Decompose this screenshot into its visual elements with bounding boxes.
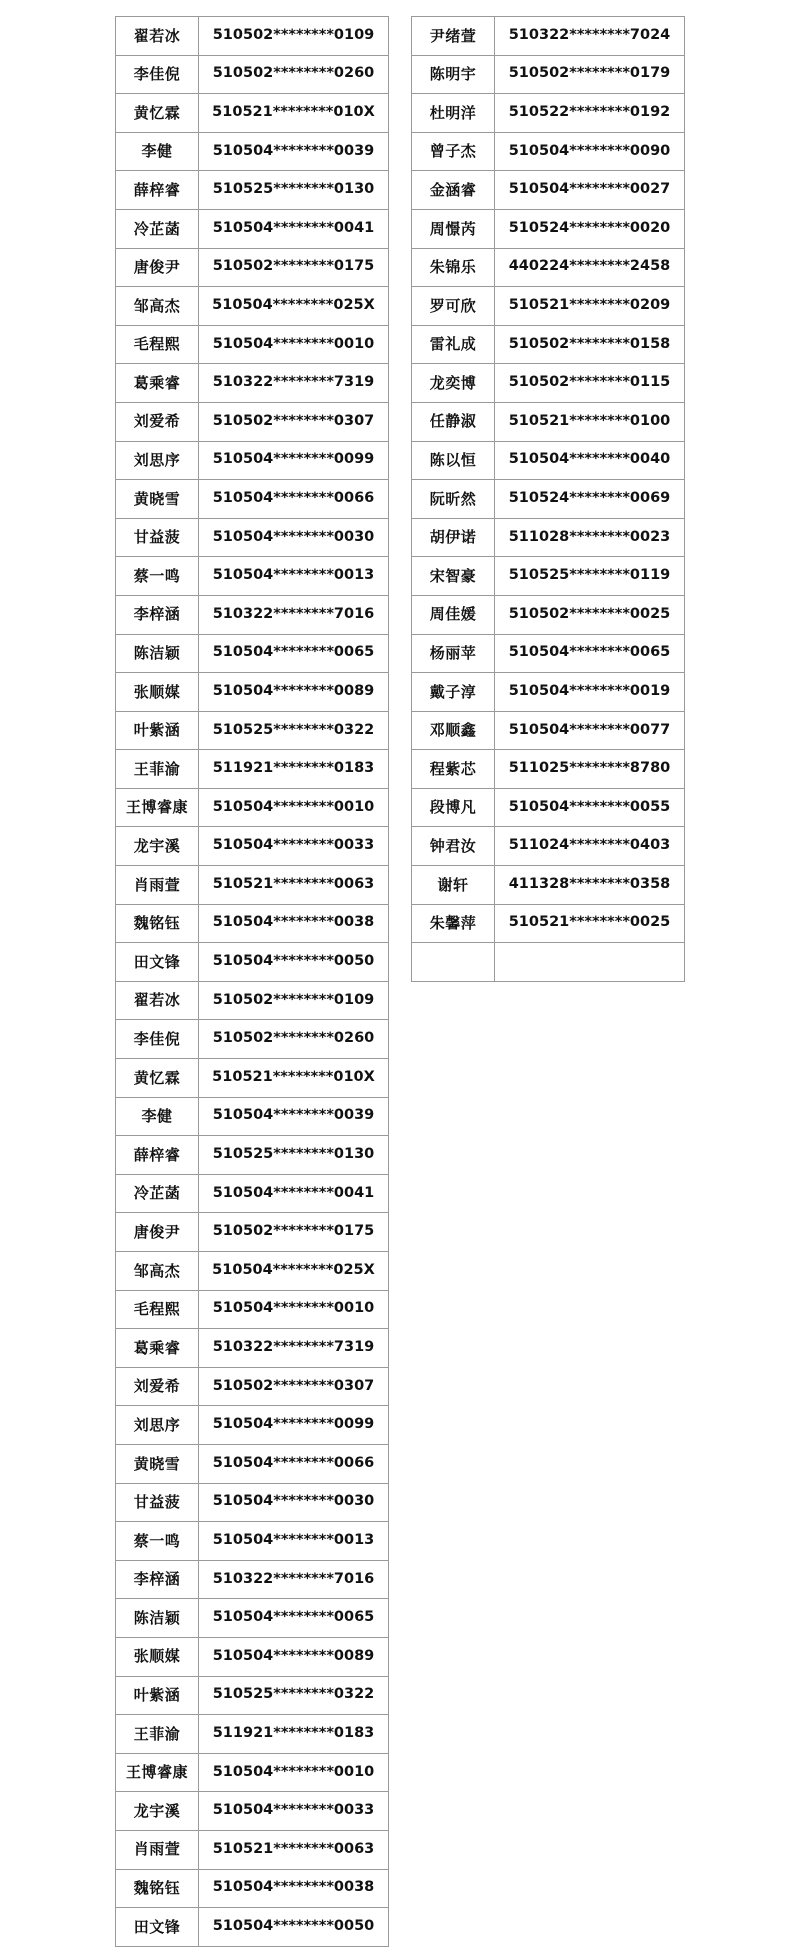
- id-number-cell: 511024********0403: [495, 827, 685, 866]
- id-number-cell: 510504********0033: [199, 827, 389, 866]
- person-name-cell: 曾子杰: [412, 132, 495, 171]
- id-number-cell: 510502********0260: [199, 1020, 389, 1059]
- table-row: [116, 325, 389, 364]
- table-row: [412, 171, 685, 210]
- table-row: [116, 441, 389, 480]
- person-name-cell: 肖雨萱: [116, 1830, 199, 1869]
- person-name-cell: 黄晓雪: [116, 1444, 199, 1483]
- person-name-cell: 田文锋: [116, 943, 199, 982]
- tables-container: [115, 16, 685, 1947]
- id-number-cell: 510322********7024: [495, 17, 685, 56]
- table-row: [116, 1252, 389, 1291]
- person-name-cell: 邹高杰: [116, 287, 199, 326]
- table-row: [412, 248, 685, 287]
- person-name-cell: 刘爱希: [116, 1367, 199, 1406]
- table-row: [116, 1560, 389, 1599]
- id-number-cell: 510504********0065: [495, 634, 685, 673]
- person-name-cell: 肖雨萱: [116, 866, 199, 905]
- table-row: [116, 943, 389, 982]
- id-number-cell: 510504********0027: [495, 171, 685, 210]
- table-row: [116, 1020, 389, 1059]
- table-row: [116, 1097, 389, 1136]
- id-number-cell: 510525********0130: [199, 1136, 389, 1175]
- id-number-cell: 510322********7319: [199, 1329, 389, 1368]
- id-number-cell: 510504********0066: [199, 1444, 389, 1483]
- id-number-cell: 510504********0099: [199, 441, 389, 480]
- id-number-cell: 510524********0069: [495, 480, 685, 519]
- id-number-cell: 510504********0089: [199, 1637, 389, 1676]
- table-row: [116, 904, 389, 943]
- person-name-cell: 毛程熙: [116, 325, 199, 364]
- id-number-cell: 510504********025X: [199, 1252, 389, 1291]
- person-name-cell: 刘思序: [116, 441, 199, 480]
- person-name-cell: 胡伊诺: [412, 518, 495, 557]
- table-row: [412, 866, 685, 905]
- table-row: [116, 1676, 389, 1715]
- id-number-cell: 510504********0099: [199, 1406, 389, 1445]
- id-number-cell: 510504********0041: [199, 209, 389, 248]
- person-name-cell: 李健: [116, 1097, 199, 1136]
- person-name-cell: 黄晓雪: [116, 480, 199, 519]
- id-number-cell: 510504********0039: [199, 1097, 389, 1136]
- id-number-cell: 510504********0050: [199, 943, 389, 982]
- id-number-cell: 510504********0055: [495, 788, 685, 827]
- id-number-cell: 510504********0033: [199, 1792, 389, 1831]
- id-number-cell: 510504********0041: [199, 1174, 389, 1213]
- id-number-cell: 510502********0179: [495, 55, 685, 94]
- id-number-cell: 510521********010X: [199, 1059, 389, 1098]
- id-number-cell: 510521********010X: [199, 94, 389, 133]
- table-row: [116, 480, 389, 519]
- id-number-cell: 510502********0025: [495, 595, 685, 634]
- roster-table-left-body: [116, 17, 389, 982]
- table-row: [116, 1792, 389, 1831]
- id-number-cell: 510504********0066: [199, 480, 389, 519]
- table-row: [116, 1753, 389, 1792]
- table-row: [116, 673, 389, 712]
- person-name-cell: 周佳媛: [412, 595, 495, 634]
- table-row: [412, 595, 685, 634]
- id-number-cell: 510504********0013: [199, 1522, 389, 1561]
- person-name-cell: 王菲渝: [116, 1715, 199, 1754]
- id-number-cell: 510504********0065: [199, 634, 389, 673]
- person-name-cell: 陈洁颖: [116, 634, 199, 673]
- person-name-cell: 宋智豪: [412, 557, 495, 596]
- person-name-cell: 李健: [116, 132, 199, 171]
- table-row: [412, 943, 685, 982]
- id-number-cell: 510504********0010: [199, 325, 389, 364]
- id-number-cell: 510502********0175: [199, 248, 389, 287]
- person-name-cell: 张顺媒: [116, 1637, 199, 1676]
- table-row: [412, 711, 685, 750]
- person-name-cell: 邓顺鑫: [412, 711, 495, 750]
- person-name-cell: 陈洁颖: [116, 1599, 199, 1638]
- id-number-cell: 510504********0089: [199, 673, 389, 712]
- id-number-cell: 511921********0183: [199, 750, 389, 789]
- id-number-cell: 510504********0050: [199, 1908, 389, 1947]
- person-name-cell: 杨丽苹: [412, 634, 495, 673]
- table-row: [412, 904, 685, 943]
- table-row: [412, 673, 685, 712]
- person-name-cell: 刘思序: [116, 1406, 199, 1445]
- person-name-cell: 薛梓睿: [116, 171, 199, 210]
- person-name-cell: 翟若冰: [116, 17, 199, 56]
- table-row: [116, 364, 389, 403]
- id-number-cell: 510524********0020: [495, 209, 685, 248]
- person-name-cell: 甘益菠: [116, 518, 199, 557]
- table-row: [412, 557, 685, 596]
- table-row: [116, 1367, 389, 1406]
- id-number-cell: 510502********0109: [199, 981, 389, 1020]
- table-row: [116, 17, 389, 56]
- id-number-cell: 510504********0010: [199, 1753, 389, 1792]
- person-name-cell: 葛乘睿: [116, 1329, 199, 1368]
- person-name-cell: 田文锋: [116, 1908, 199, 1947]
- table-row: [412, 441, 685, 480]
- table-row: [116, 518, 389, 557]
- person-name-cell: 李佳倪: [116, 55, 199, 94]
- person-name-cell: 蔡一鸣: [116, 1522, 199, 1561]
- person-name-cell: 王博睿康: [116, 1753, 199, 1792]
- id-number-cell: 510525********0322: [199, 1676, 389, 1715]
- table-row: [116, 1406, 389, 1445]
- id-number-cell: 510504********0039: [199, 132, 389, 171]
- table-row: [116, 1290, 389, 1329]
- id-number-cell: 510504********0013: [199, 557, 389, 596]
- table-row: [116, 1522, 389, 1561]
- id-number-cell: 510522********0192: [495, 94, 685, 133]
- person-name-cell: 叶紫涵: [116, 1676, 199, 1715]
- person-name-cell: 葛乘睿: [116, 364, 199, 403]
- table-row: [116, 634, 389, 673]
- person-name-cell: 唐俊尹: [116, 1213, 199, 1252]
- table-row: [116, 750, 389, 789]
- person-name-cell: 谢轩: [412, 866, 495, 905]
- person-name-cell: 戴子淳: [412, 673, 495, 712]
- person-name-cell: [412, 943, 495, 982]
- table-row: [412, 750, 685, 789]
- id-number-cell: 510504********0040: [495, 441, 685, 480]
- roster-table-right-body: [412, 17, 685, 982]
- person-name-cell: 甘益菠: [116, 1483, 199, 1522]
- person-name-cell: 龙奕博: [412, 364, 495, 403]
- person-name-cell: 段博凡: [412, 788, 495, 827]
- table-row: [412, 480, 685, 519]
- person-name-cell: 陈以恒: [412, 441, 495, 480]
- table-row: [116, 1444, 389, 1483]
- id-number-cell: 510504********025X: [199, 287, 389, 326]
- table-row: [412, 17, 685, 56]
- table-row: [116, 55, 389, 94]
- person-name-cell: 刘爱希: [116, 402, 199, 441]
- person-name-cell: 李梓涵: [116, 595, 199, 634]
- table-row: [116, 711, 389, 750]
- person-name-cell: 陈明宇: [412, 55, 495, 94]
- id-number-cell: 510502********0260: [199, 55, 389, 94]
- person-name-cell: 龙宇溪: [116, 1792, 199, 1831]
- roster-table-right: [411, 16, 685, 982]
- table-row: [116, 402, 389, 441]
- id-number-cell: 510502********0109: [199, 17, 389, 56]
- person-name-cell: 朱锦乐: [412, 248, 495, 287]
- id-number-cell: 510525********0322: [199, 711, 389, 750]
- table-row: [412, 325, 685, 364]
- table-row: [116, 1830, 389, 1869]
- table-row: [116, 788, 389, 827]
- table-row: [116, 1869, 389, 1908]
- id-number-cell: 510521********0100: [495, 402, 685, 441]
- person-name-cell: 毛程熙: [116, 1290, 199, 1329]
- person-name-cell: 唐俊尹: [116, 248, 199, 287]
- table-row: [412, 827, 685, 866]
- person-name-cell: 冷芷菡: [116, 1174, 199, 1213]
- id-number-cell: 510504********0090: [495, 132, 685, 171]
- id-number-cell: 511028********0023: [495, 518, 685, 557]
- person-name-cell: 任静淑: [412, 402, 495, 441]
- id-number-cell: 510502********0175: [199, 1213, 389, 1252]
- table-row: [116, 1059, 389, 1098]
- table-row: [412, 209, 685, 248]
- table-row: [116, 1136, 389, 1175]
- id-number-cell: 510504********0030: [199, 518, 389, 557]
- id-number-cell: 510521********0063: [199, 866, 389, 905]
- person-name-cell: 魏铭钰: [116, 1869, 199, 1908]
- table-row: [116, 1637, 389, 1676]
- id-number-cell: 510504********0010: [199, 788, 389, 827]
- table-row: [412, 788, 685, 827]
- person-name-cell: 翟若冰: [116, 981, 199, 1020]
- id-number-cell: 510504********0010: [199, 1290, 389, 1329]
- table-row: [116, 1213, 389, 1252]
- person-name-cell: 冷芷菡: [116, 209, 199, 248]
- table-row: [116, 287, 389, 326]
- table-row: [116, 827, 389, 866]
- id-number-cell: 510502********0158: [495, 325, 685, 364]
- table-row: [116, 557, 389, 596]
- person-name-cell: 蔡一鸣: [116, 557, 199, 596]
- id-number-cell: 511921********0183: [199, 1715, 389, 1754]
- person-name-cell: 叶紫涵: [116, 711, 199, 750]
- id-number-cell: 510504********0019: [495, 673, 685, 712]
- id-number-cell: 510521********0209: [495, 287, 685, 326]
- id-number-cell: 510502********0115: [495, 364, 685, 403]
- id-number-cell: 510525********0119: [495, 557, 685, 596]
- id-number-cell: 510502********0307: [199, 402, 389, 441]
- person-name-cell: 朱馨萍: [412, 904, 495, 943]
- person-name-cell: 雷礼成: [412, 325, 495, 364]
- id-number-cell: [495, 943, 685, 982]
- id-number-cell: 510502********0307: [199, 1367, 389, 1406]
- person-name-cell: 李佳倪: [116, 1020, 199, 1059]
- table-row: [412, 364, 685, 403]
- id-number-cell: 510322********7319: [199, 364, 389, 403]
- person-name-cell: 杜明洋: [412, 94, 495, 133]
- person-name-cell: 李梓涵: [116, 1560, 199, 1599]
- table-row: [412, 132, 685, 171]
- roster-table-left: [115, 16, 389, 1947]
- table-row: [412, 518, 685, 557]
- person-name-cell: 程紫芯: [412, 750, 495, 789]
- id-number-cell: 510525********0130: [199, 171, 389, 210]
- table-row: [116, 1174, 389, 1213]
- table-row: [412, 634, 685, 673]
- person-name-cell: 王博睿康: [116, 788, 199, 827]
- person-name-cell: 周憬芮: [412, 209, 495, 248]
- table-row: [116, 132, 389, 171]
- id-number-cell: 510521********0025: [495, 904, 685, 943]
- person-name-cell: 龙宇溪: [116, 827, 199, 866]
- table-row: [412, 287, 685, 326]
- id-number-cell: 511025********8780: [495, 750, 685, 789]
- table-row: [412, 402, 685, 441]
- person-name-cell: 黄忆霖: [116, 94, 199, 133]
- person-name-cell: 尹绪萱: [412, 17, 495, 56]
- person-name-cell: 张顺媒: [116, 673, 199, 712]
- person-name-cell: 阮昕然: [412, 480, 495, 519]
- person-name-cell: 魏铭钰: [116, 904, 199, 943]
- person-name-cell: 钟君汝: [412, 827, 495, 866]
- id-number-cell: 510322********7016: [199, 1560, 389, 1599]
- person-name-cell: 王菲渝: [116, 750, 199, 789]
- table-row: [116, 1908, 389, 1947]
- id-number-cell: 510322********7016: [199, 595, 389, 634]
- table-row: [116, 1599, 389, 1638]
- table-row: [116, 1715, 389, 1754]
- table-row: [116, 171, 389, 210]
- id-number-cell: 510504********0065: [199, 1599, 389, 1638]
- id-number-cell: 510504********0038: [199, 904, 389, 943]
- table-row: [412, 55, 685, 94]
- person-name-cell: 黄忆霖: [116, 1059, 199, 1098]
- id-number-cell: 510504********0038: [199, 1869, 389, 1908]
- table-row: [116, 981, 389, 1020]
- id-number-cell: 510521********0063: [199, 1830, 389, 1869]
- table-row: [116, 209, 389, 248]
- person-name-cell: 邹高杰: [116, 1252, 199, 1291]
- person-name-cell: 罗可欣: [412, 287, 495, 326]
- table-row: [412, 94, 685, 133]
- table-row: [116, 248, 389, 287]
- table-row: [116, 1329, 389, 1368]
- table-row: [116, 866, 389, 905]
- person-name-cell: 金涵睿: [412, 171, 495, 210]
- table-row: [116, 94, 389, 133]
- table-row: [116, 1483, 389, 1522]
- id-number-cell: 510504********0030: [199, 1483, 389, 1522]
- person-name-cell: 薛梓睿: [116, 1136, 199, 1175]
- id-number-cell: 411328********0358: [495, 866, 685, 905]
- id-number-cell: 440224********2458: [495, 248, 685, 287]
- table-row: [116, 595, 389, 634]
- id-number-cell: 510504********0077: [495, 711, 685, 750]
